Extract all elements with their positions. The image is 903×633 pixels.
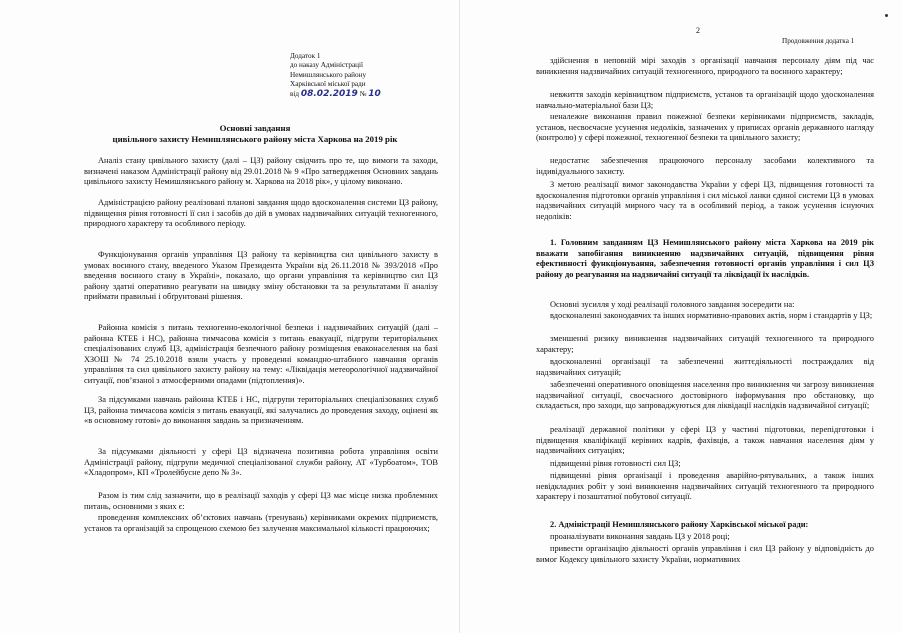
paragraph: За підсумками навчань районна КТЕБ і НС, підгрупи територіальних спеціалізованих служб ЦЗ, районна тимчасова комісія з питань евакуації, які залучались до проведення заходу, оцінені як «в основному готові» до виконання завдань за призначенням. — [84, 395, 438, 426]
list-item: реалізації державної політики у сфері ЦЗ у частині підготовки, перепідготовки і підвищення кваліфікації керівних кадрів, фахівців, а також навчання населення діям у надзвичайних ситуаціях; — [536, 425, 874, 456]
paragraph: Районна комісія з питань техногенно-екологічної безпеки і надзвичайних ситуацій (далі – районна КТЕБ і НС), районна тимчасова комісія з питань евакуації, підгрупи територіальних спеціалізованих служб ЦЗ, адміністрація безпечного району розміщення еваконаселення на базі ХЗОШ № 74 25.10.2018 взяли участь у проведенні командно-штабного навчання органів управління та сил цивільного захисту району на тему: «Ліквідація метеорологічної надзвичайної ситуації, пов’язаної з атмосферними опадами (підтоплення)». — [84, 323, 438, 385]
header-line-5 — [290, 90, 381, 99]
page-number: 2 — [696, 26, 700, 35]
page-2 — [460, 0, 903, 633]
paragraph: недостатнє забезпечення працюючого персоналу засобами колективного та індивідуального захисту. — [536, 156, 874, 176]
list-item: підвищенні рівня організації і проведення аварійно-рятувальних, а також інших невідкладних робіт у зоні виникнення надзвичайних ситуацій техногенного та природного характеру і позаштатної побутової ситуації. — [536, 471, 874, 502]
paragraph: Адміністрацією району реалізовані планові завдання щодо вдосконалення системи ЦЗ району, підвищення рівня готовності її сил і засобів до дій в умовах надзвичайних ситуацій техногенного, природного характеру та особливого періоду. — [84, 198, 438, 229]
handwritten-date: 08.02.2019 — [300, 88, 358, 99]
number-prefix: № — [359, 89, 367, 98]
paragraph: Функціонування органів управління ЦЗ району та керівництва сил цивільного захисту в умовах воєнного стану, введеного Указом Президента України від 26.11.2018 № 393/2018 «Про введення воєнного стану в Україні», показало, що органи управління та керівництво сил ЦЗ району здатні оперативно реагувати на швидку зміну обстановки та за результатами її аналізу приймати правильні і обґрунтовані рішення. — [84, 250, 438, 302]
scan-speck — [885, 14, 888, 17]
continuation-label: Продовження додатка 1 — [782, 37, 855, 45]
paragraph: здійснення в неповній мірі заходів з організації навчання персоналу діям під час виникнення надзвичайних ситуацій техногенного, природного та воєнного характеру; — [536, 56, 874, 76]
list-item: Основні зусилля у ході реалізації головного завдання зосередити на: — [550, 300, 795, 309]
list-item: забезпеченні оперативного оповіщення населення про виникнення чи загрозу виникнення надзвичайної ситуації, своєчасного достовірного інформування про обстановку, що складається, про заходи, що запроваджуються для ліквідації наслідків надзвичайної ситуації; — [536, 380, 874, 411]
section-2-heading: 2. Адміністрації Немишлянського району Харківської міської ради: — [550, 520, 809, 529]
list-item: підвищенні рівня готовності сил ЦЗ; — [550, 459, 681, 468]
paragraph: невжиття заходів керівництвом підприємств, установ та організацій щодо удосконалення навчально-матеріальної бази ЦЗ; — [536, 90, 874, 110]
paragraph: За підсумками діяльності у сфері ЦЗ відзначена позитивна робота управління освіти Адміністрації району, підгрупи медичної спеціалізованої служби району, АТ «Турбоатом», ТОВ «Хладопром», КП «Тролейбусне депо № 3». — [84, 447, 438, 478]
paragraph: З метою реалізації вимог законодавства України у сфері ЦЗ, підвищення готовності та вдосконалення підготовки органів управління і сил міської ланки єдиної системи ЦЗ в умовах надзвичайних ситуацій мирного часу та в особливий період, а також усунення існуючих недоліків: — [536, 180, 874, 221]
handwritten-number: 10 — [368, 88, 381, 99]
header-line-2: до наказу Адміністрації — [290, 61, 364, 70]
document-title-1: Основні завдання — [219, 123, 291, 133]
document-title-2: цивільного захисту Немишлянського району міста Харкова на 2019 рік — [112, 134, 398, 144]
section-1-heading: 1. Головним завданням ЦЗ Немишлянського району міста Харкова на 2019 рік вважати запобігання виникненню надзвичайних ситуацій, підвищення рівня ефективності функціонування, забезпечення готовності органів управління і сил ЦЗ району до реагування на надзвичайні ситуації та ліквідації їх наслідків. — [536, 238, 874, 279]
list-item: вдосконаленні організації та забезпеченні життєдіяльності постраждалих від надзвичайних ситуацій; — [536, 357, 874, 377]
paragraph: Аналіз стану цивільного захисту (далі – ЦЗ) району свідчить про те, що вимоги та заходи, визначені наказом Адміністрації району від 29.01.2018 № 9 «Про затвердження Основних завдань цивільного захисту Немишлянського району м. Харкова на 2018 рік», у цілому виконано. — [84, 156, 438, 187]
paragraph: Разом із тим слід зазначити, що в реалізації заходів у сфері ЦЗ має місце низка проблемних питань, основними з яких є: — [84, 491, 438, 511]
list-item: привести організацію діяльності органів управління і сил ЦЗ району у відповідність до вимог Кодексу цивільного захисту України, нормативних — [536, 544, 874, 564]
paragraph: проведення комплексних об’єктових навчань (тренувань) керівниками окремих підприємств, установ та організацій за спрощеною схемою без залучення максимальної кількості працюючих; — [84, 513, 438, 533]
appendix-header — [290, 52, 381, 99]
list-item: проаналізувати виконання завдань ЦЗ у 2018 році; — [550, 532, 730, 541]
date-prefix: від — [290, 89, 300, 98]
header-line-4: Харківської міської ради — [290, 80, 366, 89]
paragraph: неналежне виконання правил пожежної безпеки керівниками підприємств, закладів, установ, несвоєчасне усунення недоліків, зазначених у приписах органів державного нагляду (контролю) у сфері пожежної, техногенної безпеки та цивільного захисту; — [536, 112, 874, 143]
header-line-1: Додаток 1 — [290, 52, 321, 60]
list-item: зменшенні ризику виникнення надзвичайних ситуацій техногенного та природного характеру; — [536, 334, 874, 354]
header-line-3: Немишлянського району — [290, 70, 367, 79]
list-item: вдосконаленні законодавчих та інших нормативно-правових актів, норм і стандартів у ЦЗ; — [550, 311, 873, 320]
